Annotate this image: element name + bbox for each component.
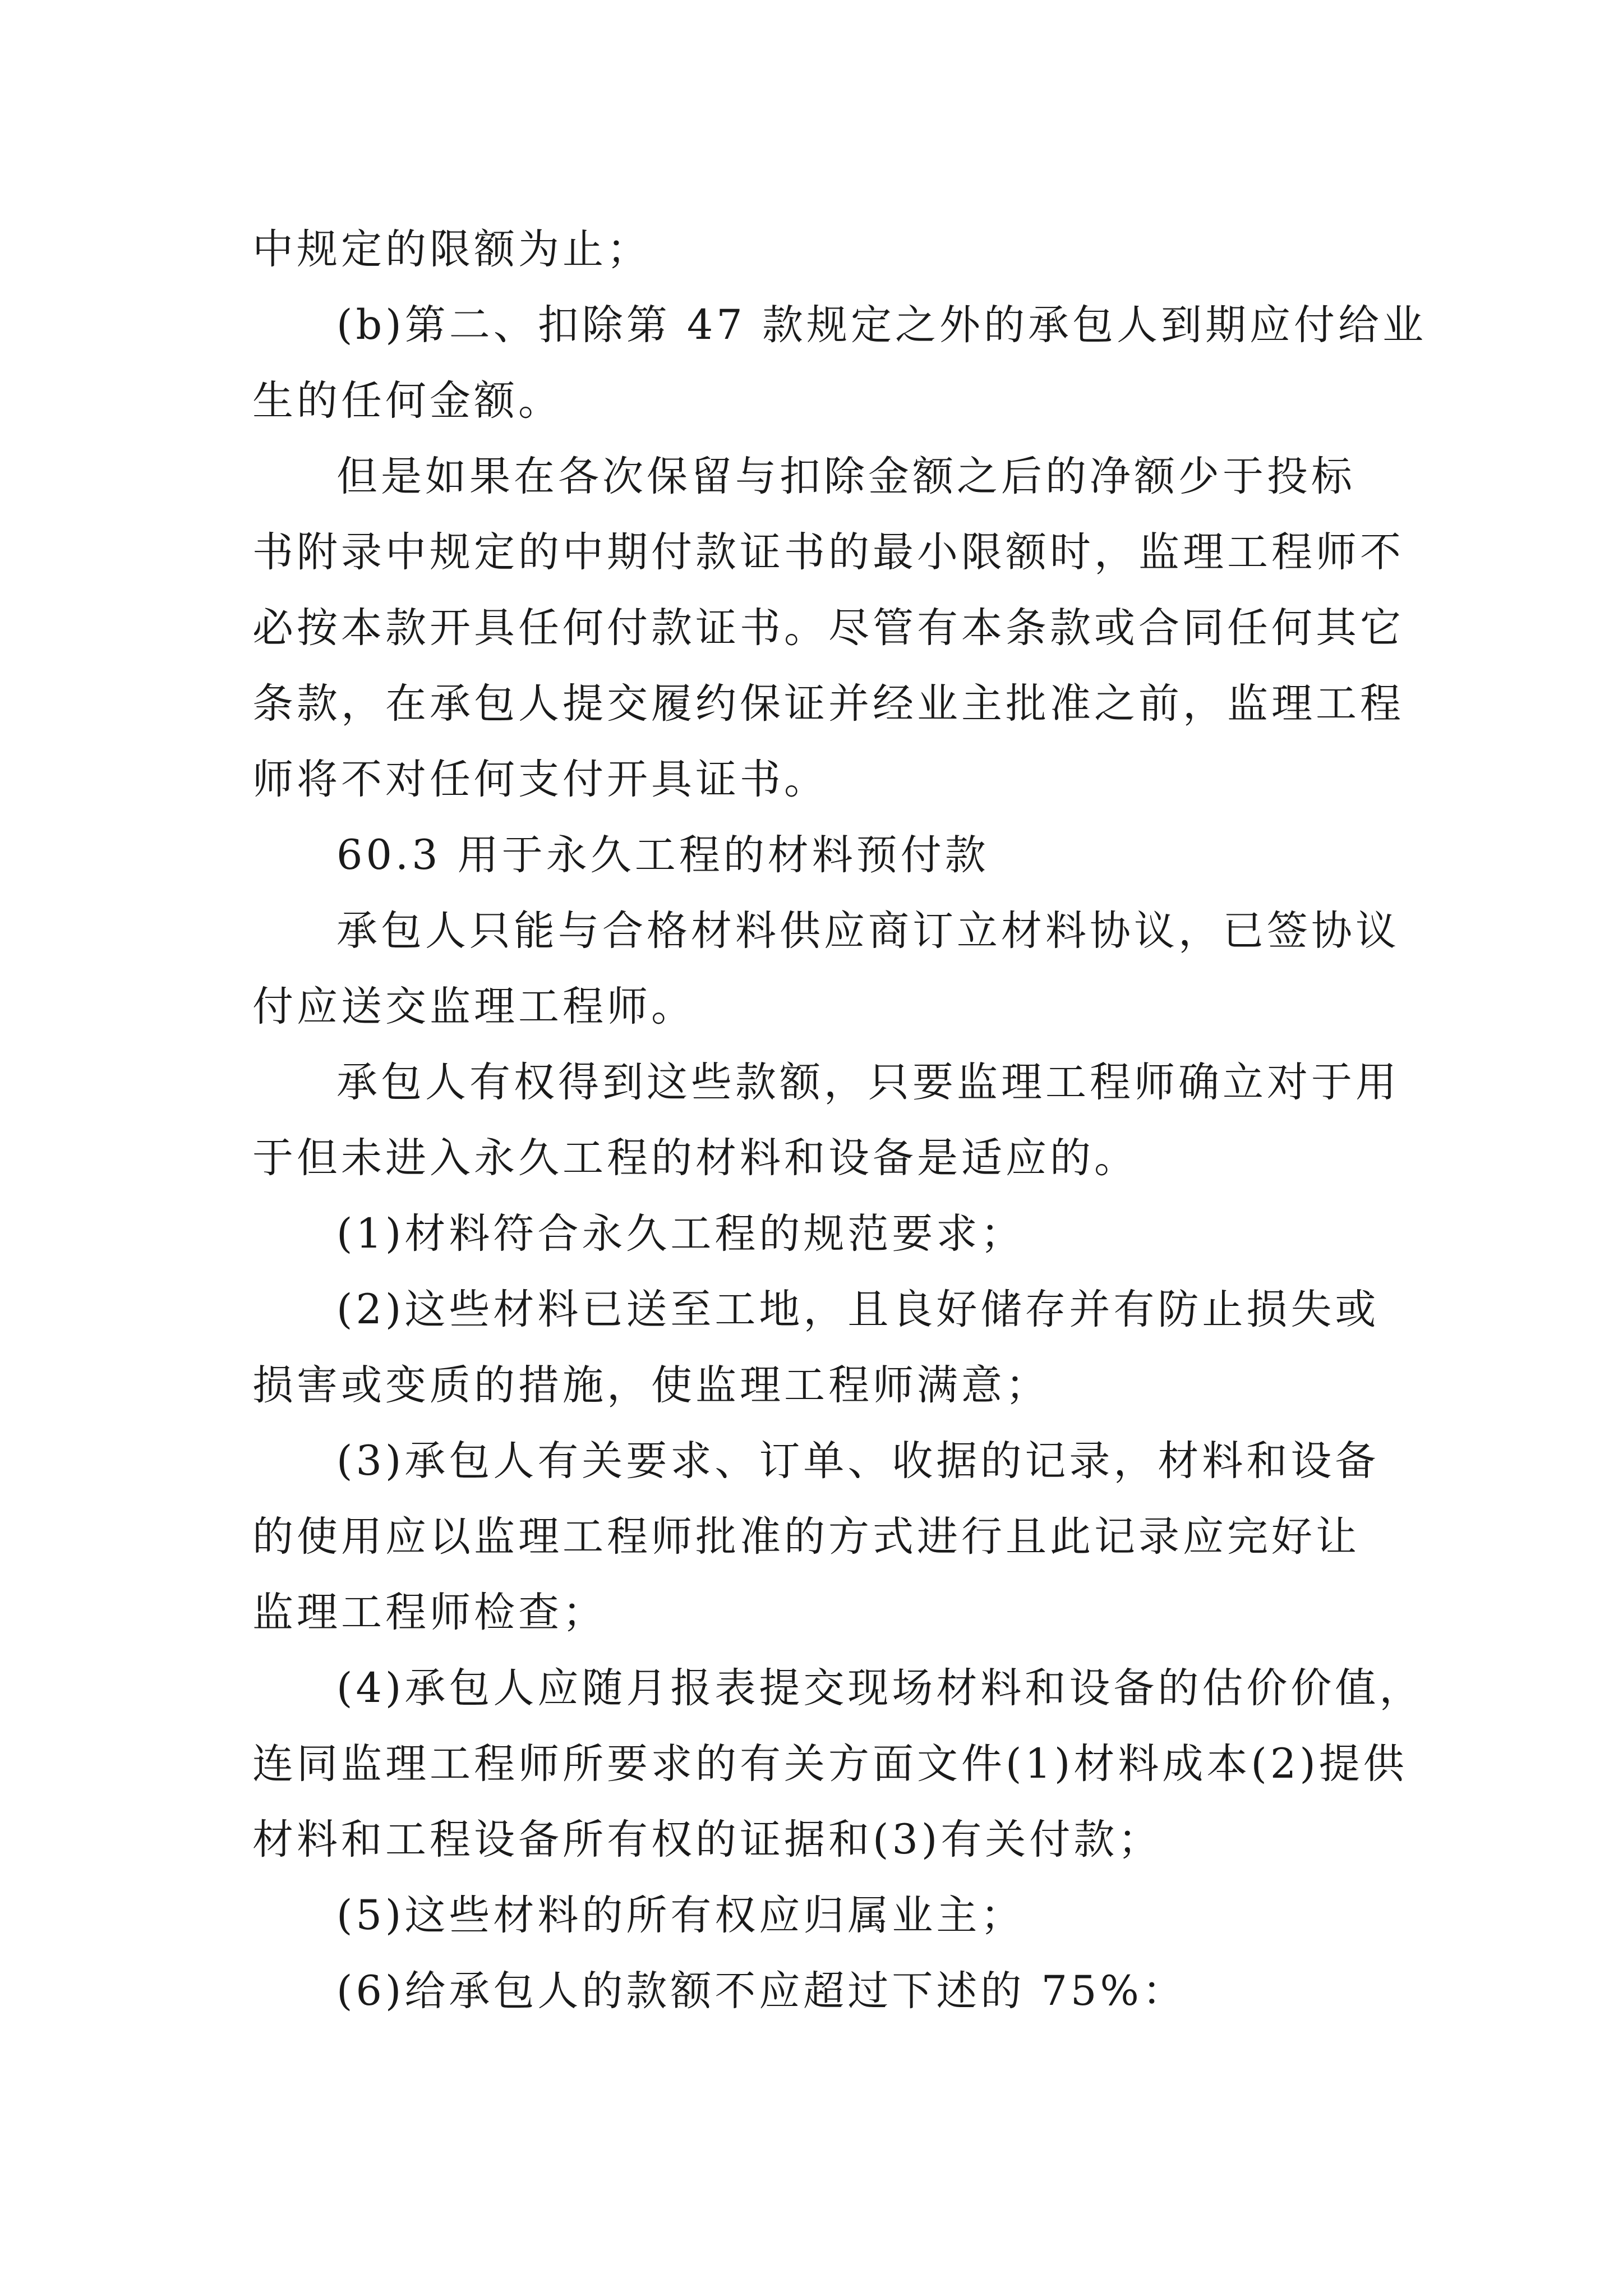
text-line-7: 条款，在承包人提交履约保证并经业主批准之前，监理工程 (252, 680, 1404, 728)
section-heading-60-3: 60.3 用于永久工程的材料预付款 (336, 831, 989, 879)
text-line-8: 师将不对任何支付开具证书。 (252, 756, 828, 803)
text-line-19: 监理工程师检查； (252, 1589, 607, 1636)
text-line-5: 书附录中规定的中期付款证书的最小限额时，监理工程师不 (252, 528, 1404, 576)
text-line-11: 付应送交监理工程师。 (252, 983, 695, 1030)
text-line-1: 中规定的限额为止； (252, 226, 651, 273)
text-line-15: (2)这些材料已送至工地，且良好储存并有防止损失或 (336, 1286, 1380, 1333)
text-line-20: (4)承包人应随月报表提交现场材料和设备的估价价值， (336, 1664, 1424, 1712)
text-line-14: (1)材料符合永久工程的规范要求； (336, 1210, 1025, 1258)
text-line-4: 但是如果在各次保留与扣除金额之后的净额少于投标 (336, 453, 1355, 500)
text-line-18: 的使用应以监理工程师批准的方式进行且此记录应完好让 (252, 1513, 1360, 1561)
text-line-12: 承包人有权得到这些款额，只要监理工程师确立对于用 (336, 1059, 1400, 1106)
text-line-23: (5)这些材料的所有权应归属业主； (336, 1892, 1025, 1939)
text-line-13: 于但未进入永久工程的材料和设备是适应的。 (252, 1134, 1138, 1182)
text-line-16: 损害或变质的措施，使监理工程师满意； (252, 1361, 1050, 1409)
text-line-17: (3)承包人有关要求、订单、收据的记录，材料和设备 (336, 1437, 1380, 1485)
text-line-6: 必按本款开具任何付款证书。尽管有本条款或合同任何其它 (252, 604, 1404, 652)
text-line-3: 生的任何金额。 (252, 377, 562, 425)
text-line-22: 材料和工程设备所有权的证据和(3)有关付款； (252, 1816, 1163, 1864)
text-line-10: 承包人只能与合格材料供应商订立材料协议，已签协议 (336, 907, 1400, 955)
text-line-24: (6)给承包人的款额不应超过下述的 75%： (336, 1967, 1187, 2015)
text-line-21: 连同监理工程师所要求的有关方面文件(1)材料成本(2)提供 (252, 1740, 1408, 1788)
text-line-2: (b)第二、扣除第 47 款规定之外的承包人到期应付给业 (336, 301, 1427, 349)
